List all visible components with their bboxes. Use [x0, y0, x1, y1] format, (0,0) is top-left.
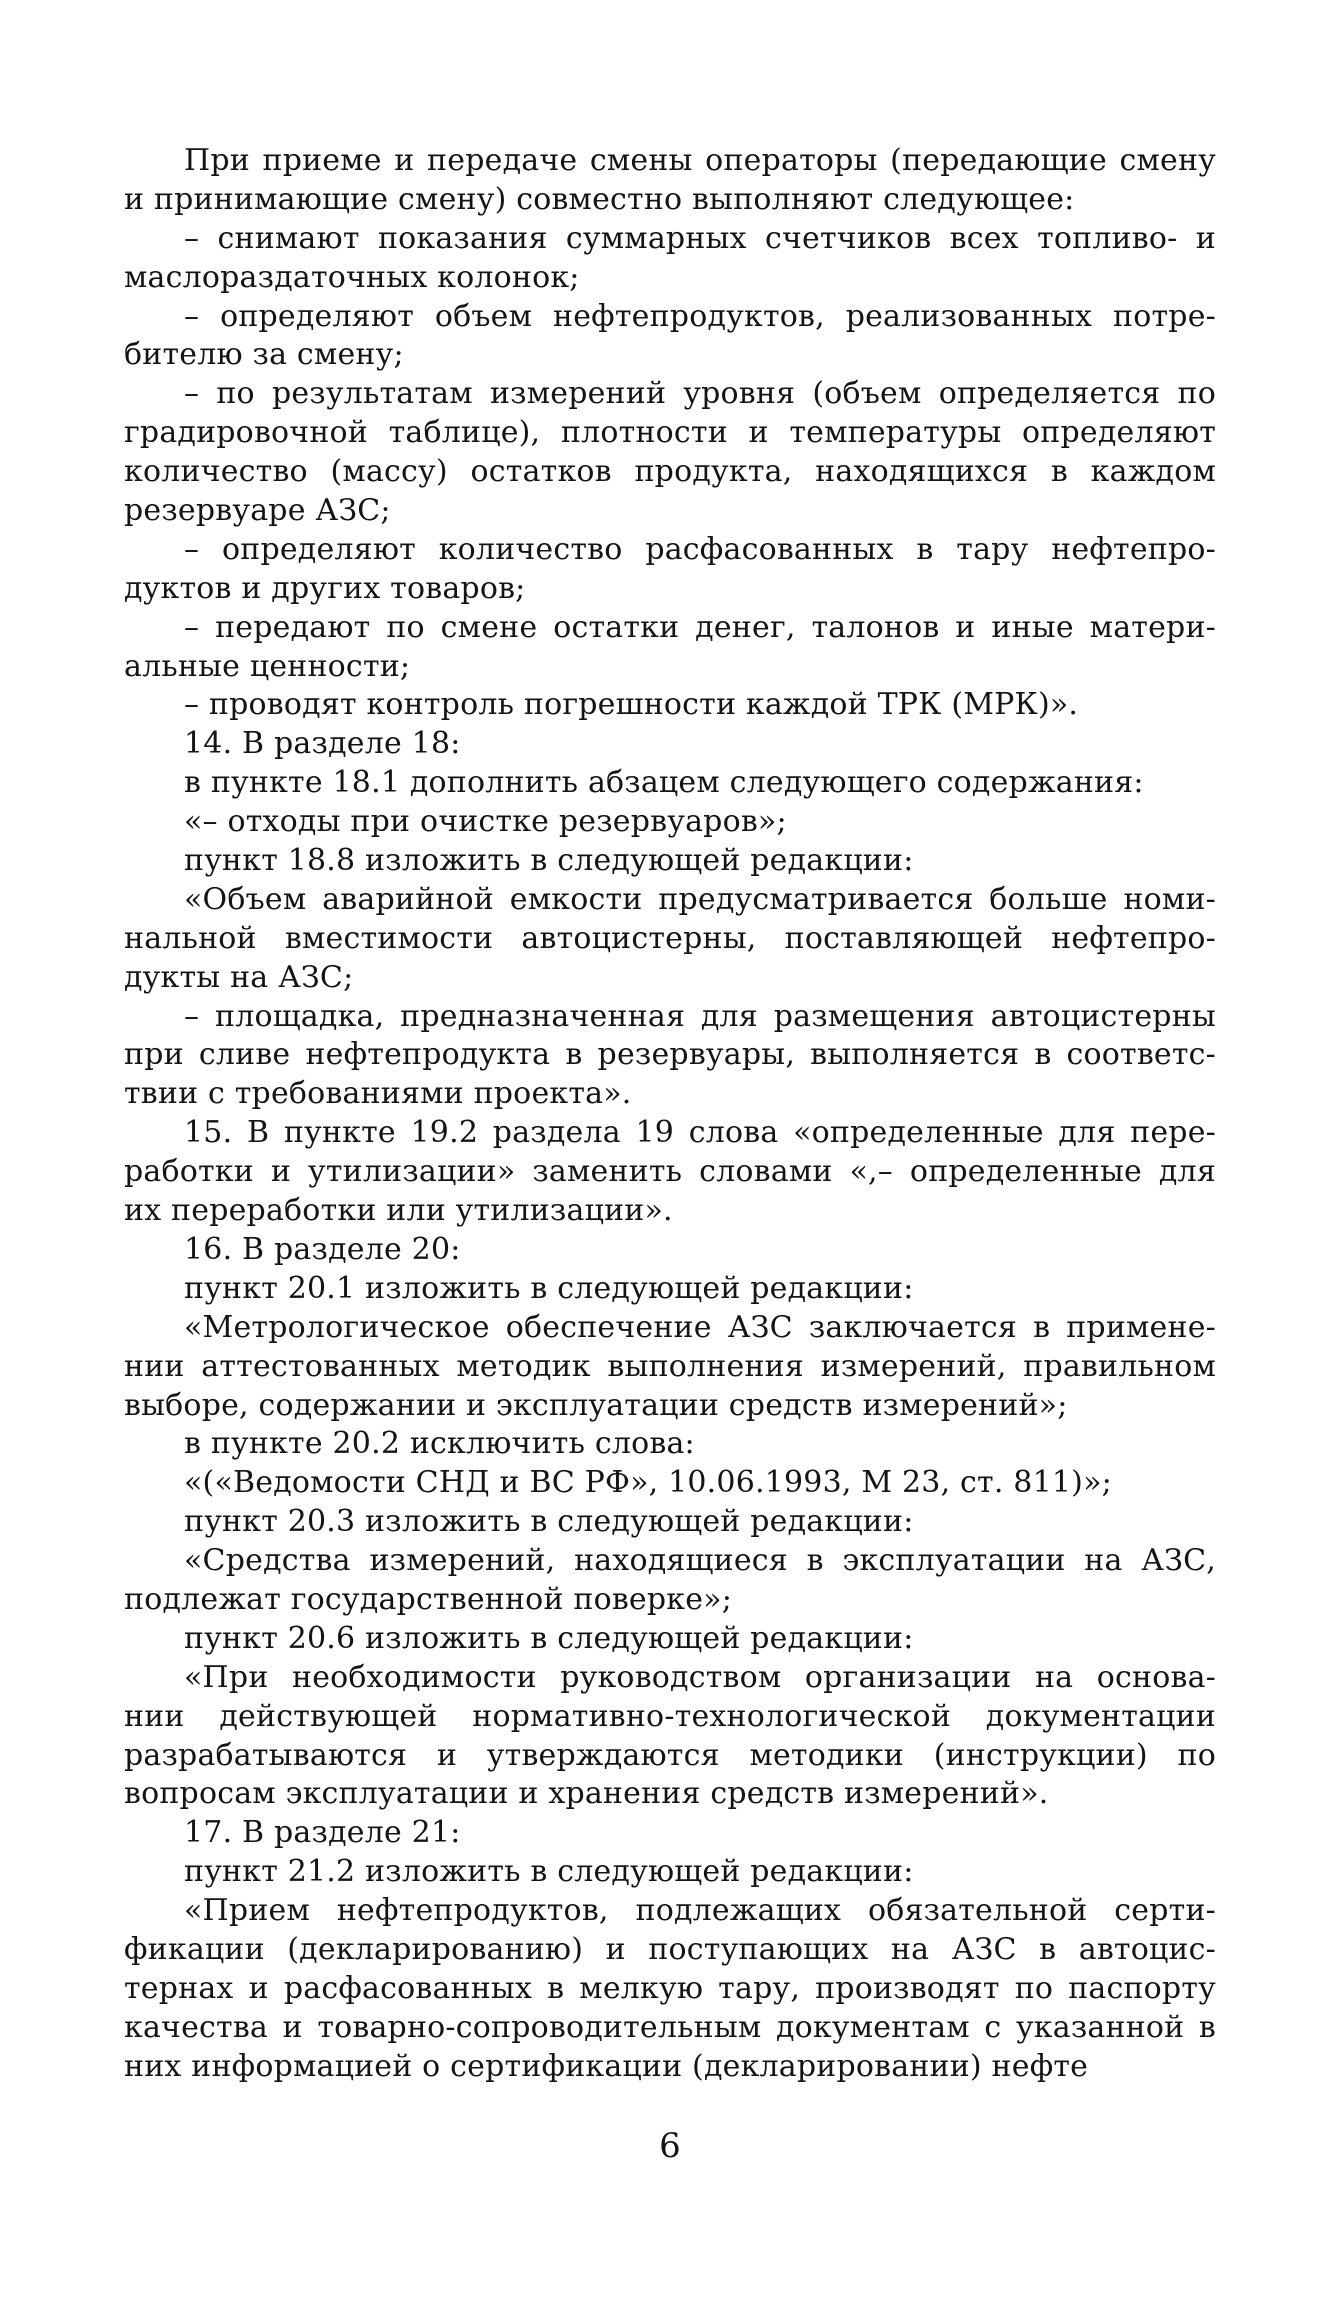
text-line: разрабатываются и утверждаются методики (инструкции) по — [124, 1737, 1216, 1773]
text-line: альные ценности; — [124, 648, 411, 684]
text-line: 14. В разделе 18: — [184, 726, 461, 762]
text-line: бителю за смену; — [124, 337, 404, 373]
text-line: градировочной таблице), плотности и температуры определяют — [124, 415, 1216, 451]
text-line: – передают по смене остатки денег, талонов и иные матери- — [184, 609, 1216, 645]
text-line: «Метрологическое обеспечение АЗС заключается в примене- — [184, 1309, 1216, 1345]
text-line: «(«Ведомости СНД и ВС РФ», 10.06.1993, М 23, ст. 811)»; — [184, 1465, 1112, 1501]
text-line: «– отходы при очистке резервуаров»; — [184, 804, 787, 840]
text-line: – определяют объем нефтепродуктов, реализованных потре- — [184, 298, 1216, 334]
text-line: резервуаре АЗС; — [124, 493, 391, 529]
text-line: – по результатам измерений уровня (объем определяется по — [184, 376, 1216, 412]
text-line: подлежат государственной поверке»; — [124, 1581, 733, 1617]
text-line: – площадка, предназначенная для размещения автоцистерны — [184, 998, 1216, 1034]
text-line: нии действующей нормативно-технологической документации — [124, 1698, 1216, 1734]
text-line: количество (массу) остатков продукта, находящихся в каждом — [124, 454, 1216, 490]
text-line: «Прием нефтепродуктов, подлежащих обязательной серти- — [184, 1893, 1216, 1929]
text-line: пункт 21.2 изложить в следующей редакции: — [184, 1854, 914, 1890]
text-line: 15. В пункте 19.2 раздела 19 слова «определенные для пере- — [184, 1115, 1216, 1151]
text-line: пункт 20.3 изложить в следующей редакции: — [184, 1504, 914, 1540]
text-line: них информацией о сертификации (декларировании) нефте — [124, 2048, 1089, 2084]
text-line: их переработки или утилизации». — [124, 1193, 673, 1229]
text-line: «При необходимости руководством организации на основа- — [184, 1659, 1216, 1695]
text-line: 17. В разделе 21: — [184, 1815, 461, 1851]
text-line: при сливе нефтепродукта в резервуары, выполняется в соответс- — [124, 1037, 1216, 1073]
body-text — [124, 142, 1216, 2087]
text-line: качества и товарно-сопроводительным документам с указанной в — [124, 2009, 1216, 2045]
text-line: пункт 20.1 изложить в следующей редакции: — [184, 1270, 914, 1306]
text-line: – определяют количество расфасованных в тару нефтепро- — [184, 531, 1216, 567]
text-line: работки и утилизации» заменить словами «,– определенные для — [124, 1154, 1216, 1190]
text-line: дукты на АЗС; — [124, 959, 354, 995]
text-line: тернах и расфасованных в мелкую тару, производят по паспорту — [124, 1970, 1216, 2006]
text-line: фикации (декларированию) и поступающих на АЗС в автоцис- — [124, 1931, 1216, 1967]
text-line: в пункте 20.2 исключить слова: — [184, 1426, 695, 1462]
text-line: в пункте 18.1 дополнить абзацем следующего содержания: — [184, 765, 1144, 801]
text-line: «Объем аварийной емкости предусматривается больше номи- — [184, 881, 1216, 917]
text-line: дуктов и других товаров; — [124, 570, 526, 606]
text-line: – проводят контроль погрешности каждой ТРК (МРК)». — [184, 687, 1079, 723]
text-line: пункт 20.6 изложить в следующей редакции: — [184, 1620, 914, 1656]
text-line: пункт 18.8 изложить в следующей редакции: — [184, 843, 914, 879]
text-line: 16. В разделе 20: — [184, 1231, 461, 1267]
page-number: 6 — [659, 2126, 681, 2166]
text-line: и принимающие смену) совместно выполняют следующее: — [124, 181, 1075, 217]
text-line: твии с требованиями проекта». — [124, 1076, 632, 1112]
text-line: – снимают показания суммарных счетчиков всех топливо- и — [184, 220, 1216, 256]
text-line: маслораздаточных колонок; — [124, 259, 580, 295]
text-line: выборе, содержании и эксплуатации средств измерений»; — [124, 1387, 1068, 1423]
text-line: «Средства измерений, находящиеся в эксплуатации на АЗС, — [184, 1543, 1216, 1579]
text-line: нии аттестованных методик выполнения измерений, правильном — [124, 1348, 1216, 1384]
text-line: нальной вместимости автоцистерны, поставляющей нефтепро- — [124, 920, 1216, 956]
text-line: вопросам эксплуатации и хранения средств измерений». — [124, 1776, 1049, 1812]
text-line: При приеме и передаче смены операторы (передающие смену — [184, 143, 1216, 178]
